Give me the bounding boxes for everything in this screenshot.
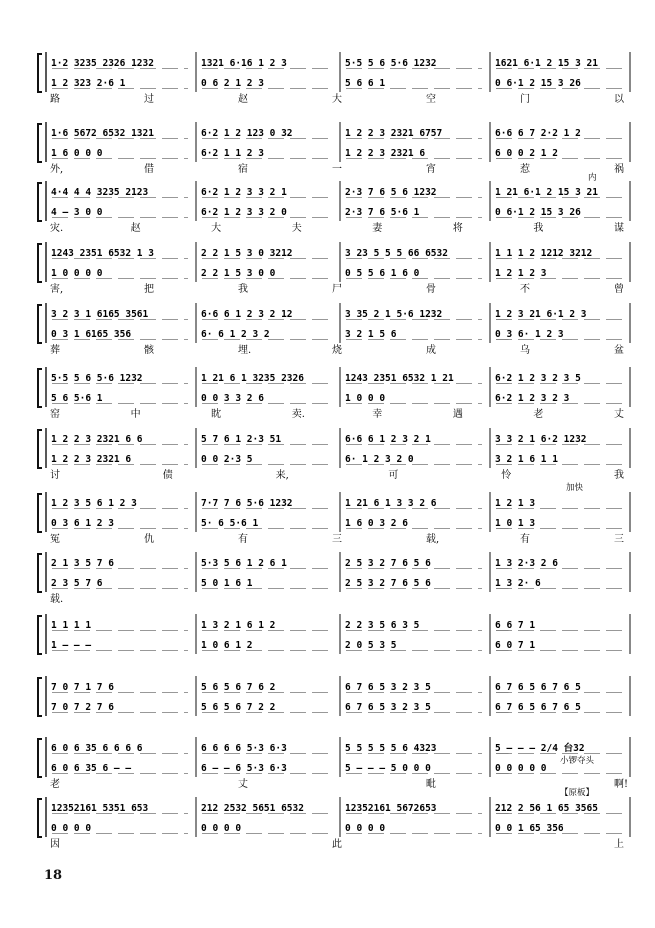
lyric-char: 大 xyxy=(332,94,342,105)
lower-measure-4: 6 0 7 1 xyxy=(495,640,536,651)
upper-measure-2: 6·2 1 2 123 0 32 xyxy=(201,128,293,139)
lyric-char: 仇 xyxy=(144,534,154,545)
lyric-char: 老 xyxy=(50,779,60,790)
system-bracket xyxy=(38,305,42,343)
upper-measure-3: 5·5 5 6 5·6 1232 xyxy=(345,58,437,69)
lyric-char: 丈 xyxy=(614,409,624,420)
lyric-char: 外, xyxy=(50,164,64,175)
lower-measure-1: 2 3 5 7 6 xyxy=(51,578,103,589)
system-bracket xyxy=(38,554,42,592)
system-bracket xyxy=(38,54,42,92)
upper-measure-1: 1·2 3235 2326 1232 xyxy=(51,58,154,69)
system-5 xyxy=(38,303,630,356)
lower-measure-2: 6· 6 1 2 3 2 xyxy=(201,329,270,340)
lower-measure-3: 1 6 0 3 2 6 xyxy=(345,518,408,529)
upper-measure-4: 6·2 1 2 3 2 3 5 xyxy=(495,373,581,384)
lyric-char: 借 xyxy=(144,164,154,175)
lower-measure-1: 6 0 6 35 6 — — xyxy=(51,763,132,774)
lyric-char: 窑 xyxy=(50,409,60,420)
lower-measure-1: 4 — 3 0 0 xyxy=(51,207,103,218)
system-bracket xyxy=(38,369,42,407)
lyric-char: 把 xyxy=(144,284,154,295)
upper-measure-3: 2·3 7 6 5 6 1232 xyxy=(345,187,437,198)
lower-measure-1: 1 6 0 0 0 xyxy=(51,148,103,159)
lyric-char: 载. xyxy=(50,594,64,605)
lyric-char: 可 xyxy=(388,470,399,481)
upper-measure-1: 6 0 6 35 6 6 6 6 xyxy=(51,743,143,754)
annotation: 【原板】 xyxy=(560,788,595,798)
lyric-char: 上 xyxy=(614,839,624,850)
lower-measure-2: 6·2 1 1 2 3 xyxy=(201,148,264,159)
lyric-char: 以 xyxy=(614,94,624,105)
lyric-char: 埋. xyxy=(238,345,252,356)
lyric-char: 载, xyxy=(426,534,440,545)
lyric-char: 赵 xyxy=(130,223,141,234)
upper-measure-3: 2 5 3 2 7 6 5 6 xyxy=(345,558,431,569)
system-4 xyxy=(38,242,630,295)
lyric-char: 债 xyxy=(162,470,173,481)
system-bracket xyxy=(38,183,42,221)
upper-measure-2: 6·2 1 2 3 3 2 1 xyxy=(201,187,287,198)
system-bracket xyxy=(38,430,42,468)
lyric-char: 眈 xyxy=(211,409,222,420)
system-7 xyxy=(38,428,630,481)
lyric-char: 路 xyxy=(50,94,60,105)
lower-measure-3: 0 5 5 6 1 6 0 xyxy=(345,268,420,279)
lower-measure-4: 0 6·1 2 15 3 26 xyxy=(495,207,581,218)
upper-measure-3: 6·6 6 1 2 3 2 1 xyxy=(345,434,431,445)
lower-measure-4: 1 3 2· 6 xyxy=(495,578,541,589)
lyric-char: 宿 xyxy=(238,164,248,175)
lyric-char: 骸 xyxy=(144,345,154,356)
lyric-char: 空 xyxy=(426,94,436,105)
upper-measure-3: 1243 2351 6532 1 21 xyxy=(345,373,454,384)
lower-measure-3: 2·3 7 6 5·6 1 xyxy=(345,207,420,218)
upper-measure-1: 1243 2351 6532 1 3 xyxy=(51,248,154,259)
lower-measure-2: 0 0 2·3 5 xyxy=(201,454,253,465)
lower-measure-1: 5 6 5·6 1 xyxy=(51,393,103,404)
lower-measure-4: 3 2 1 6 1 1 xyxy=(495,454,558,465)
lyric-char: 烧 xyxy=(332,345,342,356)
upper-measure-3: 3 23 5 5 5 66 6532 xyxy=(345,248,448,259)
lyric-char: 因 xyxy=(50,839,60,850)
lower-measure-3: 1 2 2 3 2321 6 xyxy=(345,148,426,159)
lyric-char: 过 xyxy=(144,94,154,105)
upper-measure-2: 2 2 1 5 3 0 3212 xyxy=(201,248,293,259)
lyric-char: 中 xyxy=(130,409,141,420)
lower-measure-3: 1 0 0 0 xyxy=(345,393,386,404)
upper-measure-2: 5 6 5 6 7 6 2 xyxy=(201,682,276,693)
lyric-char: 夫 xyxy=(291,223,302,234)
upper-measure-2: 212 2532 5651 6532 xyxy=(201,803,304,814)
page-number: 18 xyxy=(44,868,63,883)
upper-measure-4: 1 2 1 3 xyxy=(495,498,536,509)
system-6 xyxy=(38,367,630,420)
lyric-char: 幸 xyxy=(372,409,383,420)
lower-measure-3: 6 7 6 5 3 2 3 5 xyxy=(345,702,431,713)
lower-measure-2: 6·2 1 2 3 3 2 0 xyxy=(201,207,287,218)
upper-measure-3: 5 5 5 5 5 6 4323 xyxy=(345,743,437,754)
lyric-char: 我 xyxy=(614,470,624,481)
lower-measure-2: 5 0 1 6 1 xyxy=(201,578,253,589)
lyric-char: 冤 xyxy=(50,534,60,545)
system-bracket xyxy=(38,739,42,777)
annotation: 内 xyxy=(588,173,597,183)
lower-measure-3: 6· 1 2 3 2 0 xyxy=(345,454,414,465)
lower-measure-4: 0 0 0 0 0 xyxy=(495,763,547,774)
lyric-char: 遇 xyxy=(452,409,463,420)
lyric-char: 有 xyxy=(238,534,248,545)
lower-measure-4: 6·2 1 2 3 2 3 xyxy=(495,393,570,404)
upper-measure-4: 1 1 1 2 1212 3212 xyxy=(495,248,593,259)
lyric-char: 怜 xyxy=(501,470,512,481)
lower-measure-2: 0 0 3 3 2 6 xyxy=(201,393,264,404)
lower-measure-3: 2 0 5 3 5 xyxy=(345,640,397,651)
lower-measure-2: 0 6 2 1 2 3 xyxy=(201,78,264,89)
lyric-char: 讨 xyxy=(50,470,60,481)
lyric-char: 毗 xyxy=(426,779,436,790)
upper-measure-1: 5·5 5 6 5·6 1232 xyxy=(51,373,143,384)
upper-measure-4: 5 — — — 2/4 台32 xyxy=(495,743,585,754)
system-bracket xyxy=(38,124,42,162)
lower-measure-1: 0 3 1 6165 356 xyxy=(51,329,132,340)
lyric-char: 卖. xyxy=(291,409,305,420)
upper-measure-1: 1·6 5672 6532 1321 xyxy=(51,128,154,139)
upper-measure-2: 1321 6·16 1 2 3 xyxy=(201,58,287,69)
upper-measure-1: 12352161 5351 653 xyxy=(51,803,149,814)
upper-measure-4: 1621 6·1 2 15 3 21 xyxy=(495,58,598,69)
upper-measure-2: 7·7 7 6 5·6 1232 xyxy=(201,498,293,509)
system-11 xyxy=(38,676,630,716)
upper-measure-2: 5 7 6 1 2·3 51 xyxy=(201,434,282,445)
lyric-char: 有 xyxy=(520,534,530,545)
lower-measure-2: 0 0 0 0 xyxy=(201,823,242,834)
system-13 xyxy=(38,787,630,850)
system-9 xyxy=(38,552,630,605)
upper-measure-1: 7 0 7 1 7 6 xyxy=(51,682,114,693)
lower-measure-4: 6 7 6 5 6 7 6 5 xyxy=(495,702,581,713)
upper-measure-4: 6 7 6 5 6 7 6 5 xyxy=(495,682,581,693)
lyric-char: 丈 xyxy=(238,779,248,790)
upper-measure-2: 6 6 6 6 5·3 6·3 xyxy=(201,743,287,754)
lyric-char: 大 xyxy=(211,223,222,234)
lyric-char: 三 xyxy=(614,534,624,545)
lower-measure-3: 2 5 3 2 7 6 5 6 xyxy=(345,578,431,589)
upper-measure-1: 4·4 4 4 3235 2123 xyxy=(51,187,149,198)
upper-measure-2: 6·6 6 1 2 3 2 12 xyxy=(201,309,293,320)
upper-measure-1: 3 2 3 1 6165 3561 xyxy=(51,309,149,320)
system-1 xyxy=(38,52,630,105)
upper-measure-2: 1 3 2 1 6 1 2 xyxy=(201,620,276,631)
system-bracket xyxy=(38,244,42,282)
upper-measure-1: 1 1 1 1 xyxy=(51,620,92,631)
lower-measure-1: 0 0 0 0 xyxy=(51,823,92,834)
lower-measure-2: 5· 6 5·6 1 xyxy=(201,518,259,529)
upper-measure-3: 12352161 5672653 xyxy=(345,803,437,814)
upper-measure-1: 2 1 3 5 7 6 xyxy=(51,558,114,569)
system-3 xyxy=(38,172,630,234)
upper-measure-4: 1 2 3 21 6·1 2 3 xyxy=(495,309,587,320)
lyric-char: 门 xyxy=(520,94,530,105)
lower-measure-4: 1 0 1 3 xyxy=(495,518,536,529)
system-bracket xyxy=(38,494,42,532)
lower-measure-1: 0 3 6 1 2 3 xyxy=(51,518,114,529)
upper-measure-3: 1 2 2 3 2321 6757 xyxy=(345,128,443,139)
upper-measure-4: 6 6 7 1 xyxy=(495,620,536,631)
annotation: 小锣夺头 xyxy=(560,756,595,766)
lower-measure-3: 5 6 6 1 xyxy=(345,78,386,89)
lower-measure-1: 1 — — — xyxy=(51,640,92,651)
upper-measure-1: 1 2 2 3 2321 6 6 xyxy=(51,434,143,445)
upper-measure-3: 6 7 6 5 3 2 3 5 xyxy=(345,682,431,693)
annotation: 加快 xyxy=(566,483,584,493)
system-2 xyxy=(38,122,630,175)
lyric-char: 尸 xyxy=(332,284,342,295)
lower-measure-2: 1 0 6 1 2 xyxy=(201,640,253,651)
lyric-char: 不 xyxy=(520,284,530,295)
system-bracket xyxy=(38,799,42,837)
upper-measure-1: 1 2 3 5 6 1 2 3 xyxy=(51,498,137,509)
lower-measure-4: 0 3 6· 1 2 3 xyxy=(495,329,564,340)
system-bracket xyxy=(38,616,42,654)
lower-measure-2: 2 2 1 5 3 0 0 xyxy=(201,268,276,279)
system-12 xyxy=(38,737,630,790)
upper-measure-4: 1 3 2·3 2 6 xyxy=(495,558,558,569)
lower-measure-1: 7 0 7 2 7 6 xyxy=(51,702,114,713)
upper-measure-2: 5·3 5 6 1 2 6 1 xyxy=(201,558,287,569)
lower-measure-1: 1 0 0 0 0 xyxy=(51,268,103,279)
system-bracket xyxy=(38,678,42,716)
lyric-char: 宵 xyxy=(426,164,436,175)
lower-measure-3: 5 — — — 5 0 0 0 xyxy=(345,763,431,774)
lyric-char: 将 xyxy=(452,223,463,234)
lyric-char: 灾. xyxy=(50,223,64,234)
lower-measure-1: 1 2 323 2·6 1 xyxy=(51,78,126,89)
lower-measure-4: 0 0 1 65 356 xyxy=(495,823,564,834)
upper-measure-4: 212 2 56 1 65 3565 xyxy=(495,803,598,814)
lyric-char: 三 xyxy=(332,534,342,545)
lyric-char: 此 xyxy=(332,839,342,850)
lower-measure-3: 3 2 1 5 6 xyxy=(345,329,397,340)
lower-measure-1: 1 2 2 3 2321 6 xyxy=(51,454,132,465)
lyric-char: 赵 xyxy=(238,94,248,105)
lyric-char: 妻 xyxy=(372,223,383,234)
lyric-char: 骨 xyxy=(426,284,436,295)
upper-measure-3: 2 2 3 5 6 3 5 xyxy=(345,620,420,631)
upper-measure-4: 3 3 2 1 6·2 1232 xyxy=(495,434,587,445)
lower-measure-4: 0 6·1 2 15 3 26 xyxy=(495,78,581,89)
lyric-char: 乌 xyxy=(520,345,530,356)
lower-measure-2: 5 6 5 6 7 2 2 xyxy=(201,702,276,713)
lyric-char: 我 xyxy=(533,223,544,234)
lyric-char: 成 xyxy=(426,345,436,356)
lyric-char: 一 xyxy=(332,164,342,175)
lower-measure-4: 6 0 0 2 1 2 xyxy=(495,148,558,159)
lyric-char: 来, xyxy=(275,470,289,481)
system-8 xyxy=(38,482,630,545)
lyric-char: 盆 xyxy=(614,345,624,356)
lyric-char: 惹 xyxy=(520,164,530,175)
lyric-char: 我 xyxy=(238,284,248,295)
upper-measure-4: 1 21 6·1 2 15 3 21 xyxy=(495,187,598,198)
lyric-char: 啊! xyxy=(614,779,629,790)
lyric-char: 害, xyxy=(50,284,64,295)
upper-measure-4: 6·6 6 7 2·2 1 2 xyxy=(495,128,581,139)
lyric-char: 谋 xyxy=(614,223,624,234)
upper-measure-3: 3 35 2 1 5·6 1232 xyxy=(345,309,443,320)
upper-measure-2: 1 21 6 1 3235 2326 xyxy=(201,373,304,384)
lyric-char: 老 xyxy=(533,409,544,420)
system-10 xyxy=(38,614,630,654)
lower-measure-4: 1 2 1 2 3 xyxy=(495,268,547,279)
lyric-char: 葬 xyxy=(50,345,60,356)
lyric-char: 祸 xyxy=(614,164,624,175)
lower-measure-2: 6 — — 6 5·3 6·3 xyxy=(201,763,287,774)
upper-measure-3: 1 21 6 1 3 3 2 6 xyxy=(345,498,437,509)
lyric-char: 曾 xyxy=(614,284,624,295)
lower-measure-3: 0 0 0 0 xyxy=(345,823,386,834)
